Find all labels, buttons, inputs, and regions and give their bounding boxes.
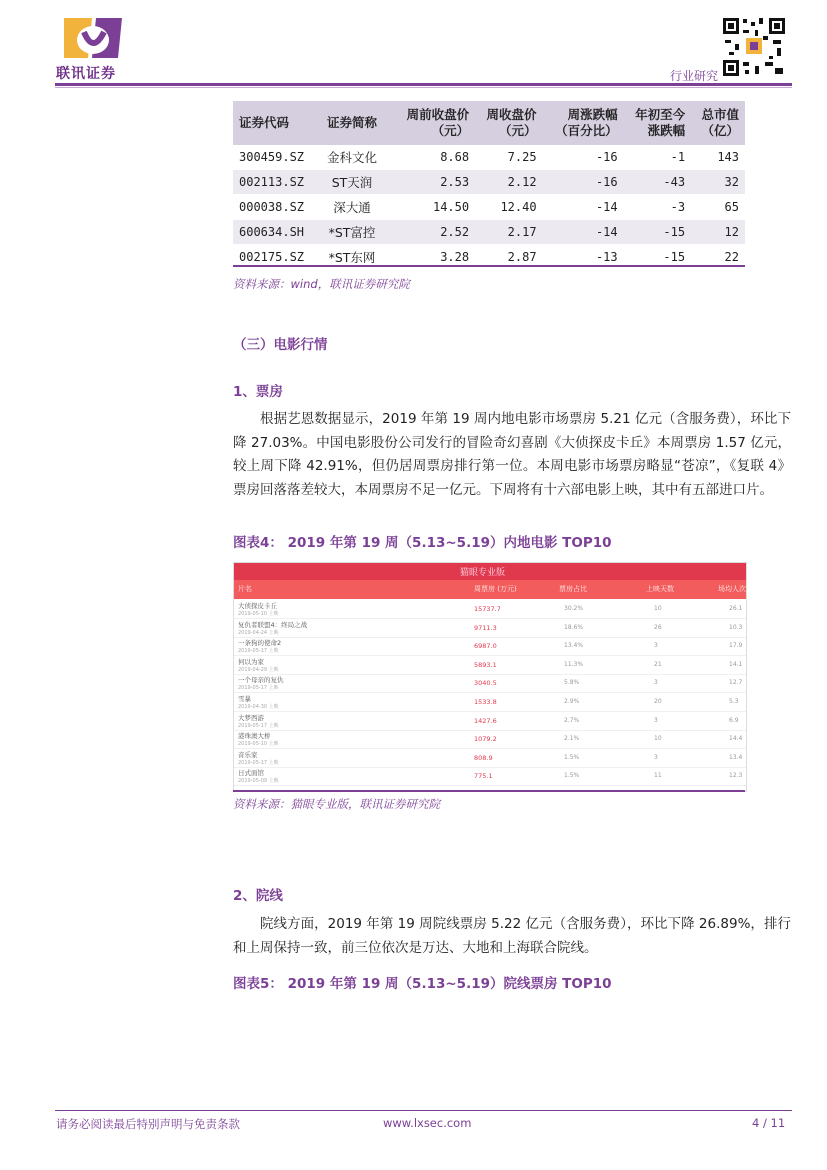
movie-row xyxy=(234,730,746,749)
movie-release-date: 2019-05-17 上映 xyxy=(238,648,279,655)
movie-col-name: 片名 xyxy=(238,585,252,593)
movie-weekly-box: 775.1 xyxy=(474,772,493,781)
theater-paragraph: 院线方面，2019 年第 19 周院线票房 5.22 亿元（含服务费），环比下降 26.89%，排行和上周保持一致，前三位依次是万达、大地和上海联合院线。 xyxy=(233,916,791,956)
movie-name: 雪暴 xyxy=(238,695,251,703)
movie-release-date: 2019-05-17 上映 xyxy=(238,722,279,729)
movie-share: 13.4% xyxy=(564,642,584,650)
movie-days: 11 xyxy=(654,772,662,780)
movie-avg-attendance: 14.4 xyxy=(729,735,743,743)
box-office-paragraph: 根据艺恩数据显示，2019 年第 19 周内地电影市场票房 5.21 亿元（含服务费），环比下降 27.03%。中国电影股份公司发行的冒险奇幻喜剧《大侦探皮卡丘》本周票房 1.57 亿元，较上周下降 42.91%，但仍居周票房排行第一位。本周电影市场票房略显“苍凉”，《复联 4》票房回落落差较大，本周票房不足一亿元。下周将有十六部电影上映，其中有五部进口片。 xyxy=(233,411,791,498)
movie-name: 港珠澳大桥 xyxy=(238,732,271,741)
movie-share: 2.7% xyxy=(564,716,580,724)
movie-avg-attendance: 13.4 xyxy=(729,753,743,761)
movie-days: 3 xyxy=(654,716,658,724)
movie-release-date: 2019-05-17 上映 xyxy=(238,685,279,692)
movie-share: 11.3% xyxy=(564,660,584,668)
movie-weekly-box: 9711.3 xyxy=(474,623,497,632)
stock-decliners-table xyxy=(233,101,745,270)
footer-page-number: 4 / 11 xyxy=(752,1116,786,1130)
movie-share: 1.5% xyxy=(564,772,580,780)
figure4-bottom-rule xyxy=(233,790,745,792)
movie-weekly-box: 808.9 xyxy=(474,753,493,762)
movie-col-avg: 场均人次 xyxy=(718,585,746,593)
movie-release-date: 2019-05-09 上映 xyxy=(238,778,279,785)
col-header-ytd-change: 年初至今 涨跌幅 xyxy=(624,101,691,145)
table-row: 000038.SZ 深大通 14.50 12.40 -14 -3 65 xyxy=(233,195,745,220)
qr-code xyxy=(721,16,787,78)
figure4-title: 图表4： 2019 年第 19 周（5.13~5.19）内地电影 TOP10 xyxy=(233,535,612,551)
movie-top10-image xyxy=(233,562,747,792)
movie-name: 音乐家 xyxy=(238,750,258,759)
movie-avg-attendance: 17.9 xyxy=(729,642,743,650)
movie-days: 20 xyxy=(654,698,662,705)
movie-col-days: 上映天数 xyxy=(646,585,674,593)
movie-days: 21 xyxy=(654,660,662,668)
movie-release-date: 2019-05-10 上映 xyxy=(238,741,279,748)
header-divider xyxy=(55,83,792,86)
movie-row xyxy=(234,693,746,712)
movie-avg-attendance: 12.7 xyxy=(729,679,743,687)
movie-name: 大侦探皮卡丘 xyxy=(238,602,277,610)
movie-weekly-box: 1079.2 xyxy=(474,735,497,744)
footer-divider xyxy=(55,1110,792,1111)
movie-row xyxy=(234,619,746,638)
movie-weekly-box: 1427.6 xyxy=(474,716,497,725)
movie-share: 5.8% xyxy=(564,679,580,687)
movie-col-box: 周票房 (万元) xyxy=(474,585,517,593)
figure5-title: 图表5： 2019 年第 19 周（5.13~5.19）院线票房 TOP10 xyxy=(233,976,612,992)
movie-row xyxy=(234,712,746,731)
movie-row xyxy=(234,767,746,786)
table-bottom-rule xyxy=(233,265,745,267)
movie-share: 18.6% xyxy=(564,623,584,631)
movie-image-title: 猫眼专业版 xyxy=(460,568,506,578)
movie-avg-attendance: 5.3 xyxy=(729,698,739,705)
movie-name: 一条狗的使命2 xyxy=(238,639,282,648)
movie-name: 一个母亲的复仇 xyxy=(238,676,284,685)
movie-release-date: 2019-04-30 上映 xyxy=(238,704,279,710)
movie-release-date: 2019-05-10 上映 xyxy=(238,611,279,617)
movie-days: 3 xyxy=(654,679,658,687)
movie-days: 3 xyxy=(654,753,658,761)
movie-share: 1.5% xyxy=(564,753,580,761)
subsection-title-box-office: 1、票房 xyxy=(233,384,283,400)
movie-days: 3 xyxy=(654,642,658,650)
table-header-row xyxy=(233,101,745,145)
footer-disclaimer: 请务必阅读最后特别声明与免责条款 xyxy=(56,1117,240,1131)
subsection-title-theaters: 2、院线 xyxy=(233,888,283,904)
report-category: 行业研究 xyxy=(670,69,719,83)
movie-row xyxy=(234,656,746,675)
movie-share: 2.1% xyxy=(564,735,580,743)
footer-url[interactable]: www.lxsec.com xyxy=(383,1116,472,1130)
col-header-close: 周收盘价 （元） xyxy=(475,101,542,145)
movie-avg-attendance: 14.1 xyxy=(729,660,743,668)
movie-avg-attendance: 26.1 xyxy=(729,605,743,612)
col-header-name: 证券简称 xyxy=(310,101,394,145)
movie-col-pct: 票房占比 xyxy=(559,585,587,593)
figure4-source-note: 资料来源：猫眼专业版，联讯证券研究院 xyxy=(233,797,440,811)
col-header-code: 证券代码 xyxy=(233,101,310,145)
logo-text: 联讯证券 xyxy=(56,66,116,82)
header-divider-thin xyxy=(55,87,792,88)
movie-weekly-box: 15737.7 xyxy=(474,605,501,613)
movie-avg-attendance: 12.3 xyxy=(729,772,743,780)
movie-name: 何以为家 xyxy=(238,657,264,666)
movie-share: 30.2% xyxy=(564,605,584,612)
movie-days: 26 xyxy=(654,623,662,631)
movie-avg-attendance: 10.3 xyxy=(729,623,743,631)
movie-row xyxy=(234,674,746,693)
col-header-prev-close: 周前收盘价 （元） xyxy=(394,101,475,145)
table-row: 300459.SZ 金科文化 8.68 7.25 -16 -1 143 xyxy=(233,145,745,170)
table-row: 002113.SZ ST天润 2.53 2.12 -16 -43 32 xyxy=(233,170,745,195)
movie-weekly-box: 1533.8 xyxy=(474,698,497,706)
table-row: 600634.SH *ST富控 2.52 2.17 -14 -15 12 xyxy=(233,220,745,245)
col-header-weekly-change: 周涨跌幅 （百分比） xyxy=(543,101,624,145)
movie-weekly-box: 3040.5 xyxy=(474,679,497,688)
movie-name: 复仇者联盟4：终局之战 xyxy=(238,620,308,629)
company-logo xyxy=(58,14,128,62)
col-header-market-cap: 总市值 （亿） xyxy=(691,101,745,145)
movie-share: 2.9% xyxy=(564,698,580,705)
movie-avg-attendance: 6.9 xyxy=(729,716,739,724)
movie-name: 日式面馆 xyxy=(238,769,264,778)
movie-release-date: 2019-05-17 上映 xyxy=(238,759,279,766)
table-source-note: 资料来源：wind，联讯证券研究院 xyxy=(233,277,410,291)
movie-image-header xyxy=(234,580,746,599)
section-title: （三）电影行情 xyxy=(233,337,328,353)
movie-weekly-box: 6987.0 xyxy=(474,642,497,651)
table-row: 002175.SZ *ST东网 3.28 2.87 -13 -15 22 xyxy=(233,245,745,270)
movie-release-date: 2019-04-24 上映 xyxy=(238,629,279,636)
movie-release-date: 2019-04-29 上映 xyxy=(238,666,279,673)
movie-row xyxy=(234,637,746,656)
movie-row xyxy=(234,749,746,768)
movie-weekly-box: 5893.1 xyxy=(474,660,497,669)
movie-days: 10 xyxy=(654,605,662,612)
movie-image-title-bar xyxy=(234,563,746,580)
movie-row xyxy=(234,600,746,619)
movie-name: 大梦西游 xyxy=(238,713,264,722)
movie-days: 10 xyxy=(654,735,662,743)
